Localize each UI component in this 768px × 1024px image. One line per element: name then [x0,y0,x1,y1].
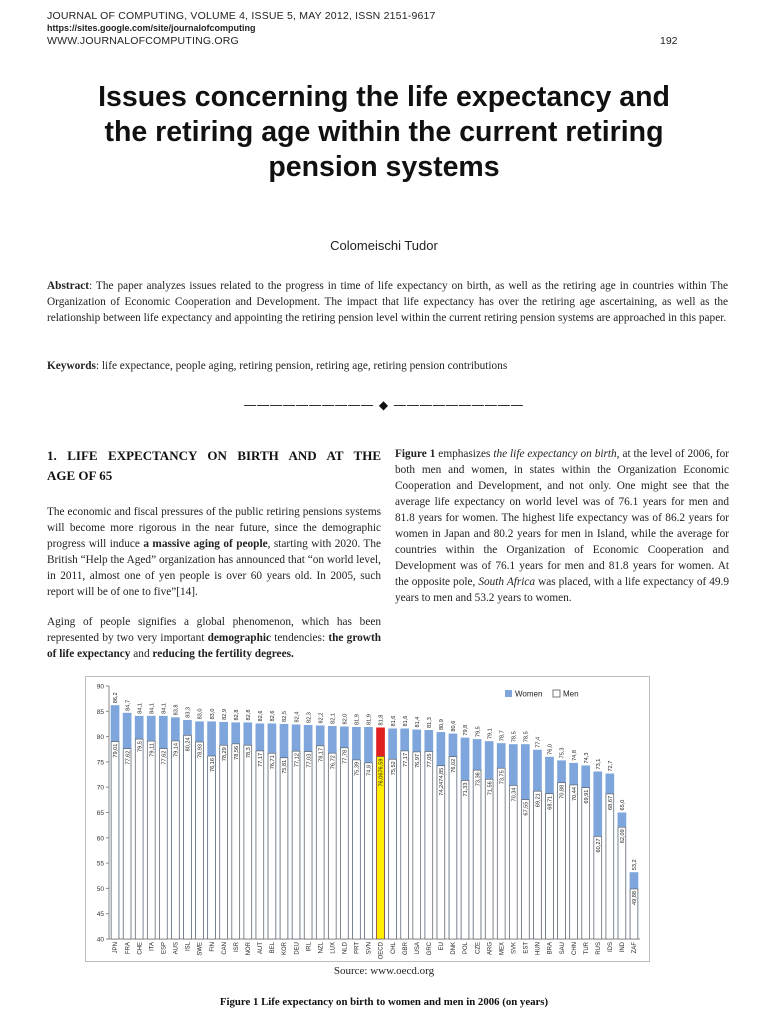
category-label: MEX [499,942,506,956]
text-run: Aging of people signifies a global phenomenon, which has been represented by two very important [47,616,381,644]
category-label: ESP [161,942,168,955]
text-run: The economic and fiscal pressures of the public retiring pensions systems will become more rigorous in the near future, since the demographic progress will induce [47,506,381,550]
men-value-label: 77,62 [125,750,132,765]
category-label: AUS [173,942,180,955]
men-value-label: 70,88 [559,784,566,799]
men-bar [147,741,155,939]
category-label: NLD [342,942,349,955]
title-line: Issues concerning the life expectancy and [98,81,670,113]
italic-text: South Africa [478,576,536,588]
men-bar [256,751,264,939]
category-label: JPN [113,942,120,954]
men-value-label: 76,0676,59 [378,758,385,787]
men-bar [208,756,216,939]
text-run: , starting with 2020. The British “Help the Aged” organization has announced that “on world level, in 2011, almost one of yen people is over 60 years old. In 2005, such report will be of one to five”[14]. [47,538,381,598]
text-run: emphasizes [435,448,494,460]
men-value-label: 79,14 [173,742,180,757]
men-value-label: 74,2474,85 [439,767,446,796]
category-label: HUN [535,942,542,955]
women-value-label: 81,9 [366,714,373,725]
category-label: FRA [125,942,132,954]
abstract [47,278,728,326]
men-bar [184,735,192,939]
category-label: SWE [197,942,204,956]
men-bar [534,791,542,939]
men-value-label: 76,71 [270,755,277,770]
men-bar [497,768,505,939]
category-label: CAN [221,942,228,955]
men-value-label: 77,62 [161,750,168,765]
legend-men-swatch [553,690,560,697]
men-value-label: 73,36 [475,772,482,787]
page-number: 192 [660,35,678,47]
men-bar [558,783,566,939]
chart-container [85,676,650,962]
category-label: ISL [185,942,192,952]
women-value-label: 82,6 [270,710,277,722]
abstract-text: : The paper analyzes issues related to the progress in time of life expectancy on birth, as well as the retiring age in countries within The Organization of Economic Cooperation and Development. The impact that life expectancy has over the retiring age ascertaining, as well as the relationship between life expectancy and appointing the retiring pension level within the current retiring pension systems are approached in this paper. [47,280,728,324]
women-value-label: 84,7 [125,699,132,711]
women-value-label: 81,8 [378,714,385,726]
women-value-label: 72,7 [608,760,615,772]
y-tick-label: 65 [96,810,104,817]
men-value-label: 68,67 [608,795,615,810]
women-value-label: 82,4 [294,711,301,723]
women-value-label: 78,5 [523,731,530,743]
men-value-label: 75,81 [282,759,289,774]
men-value-label: 78,29 [221,747,228,762]
text-run: at the level of 2006, for both men and women, in states within the Organization Economic Cooperation and Development, and not only. One might see that the average life expectancy on world level was of 76.1 years for men and 81.8 years for women. The highest life expectancy was of 86.2 years for women in Japan and 80.2 years for men in Island, while the average for countries within the Organization of Economic Cooperation and Development was of 76.1 years for men and 81.8 years for women. At the opposite pole, [395,448,729,588]
legend-women-swatch [505,690,512,697]
women-value-label: 82,2 [318,712,325,724]
emphasis-text: reducing the fertility degrees. [152,648,294,660]
men-value-label: 77,12 [294,753,301,768]
men-bar [582,788,590,939]
men-bar [123,749,131,939]
men-bar [268,753,276,939]
keywords-label: Keywords [47,360,96,372]
emphasis-text: the growth of life expectancy [47,632,381,660]
men-value-label: 71,33 [463,782,470,797]
category-label: EST [523,942,530,954]
y-tick-label: 40 [96,936,104,944]
men-bar [365,763,373,939]
y-tick-label: 70 [96,784,104,792]
category-label: GBR [402,942,409,956]
men-value-label: 60,27 [595,838,602,853]
men-bar [316,746,324,939]
men-value-label: 76,97 [414,753,421,768]
women-value-label: 84,1 [149,702,156,714]
y-tick-label: 80 [96,734,104,742]
men-value-label: 70,44 [571,786,578,801]
women-value-label: 74,8 [571,750,578,761]
men-value-label: 74,8 [366,764,373,776]
category-label: OECD [378,942,385,960]
paper-title [40,80,728,185]
men-bar [159,749,167,939]
men-value-label: 71,56 [487,781,494,796]
women-value-label: 77,4 [535,736,542,748]
women-value-label: 78,5 [511,731,518,743]
category-label: DEU [294,942,301,955]
men-bar [461,780,469,939]
men-bar [413,752,421,939]
women-value-label: 82,9 [221,709,228,720]
men-value-label: 49,88 [632,891,639,906]
men-value-label: 73,75 [499,770,506,785]
keywords [47,358,728,374]
text-run: tendencies: [271,632,329,644]
women-value-label: 80,6 [451,720,458,732]
women-value-label: 81,6 [390,715,397,727]
women-value-label: 65,0 [620,799,627,811]
text-run: was placed, with a life expectancy of 49.9 years to men and 53.2 years to women. [395,576,729,604]
section-heading-line: 1. LIFE EXPECTANCY ON BIRTH AND AT THE [47,448,381,463]
men-value-label: 69,91 [583,789,590,804]
category-label: GRC [427,942,434,956]
men-bar [509,785,517,939]
emphasis-text: a massive aging of people [143,538,268,550]
men-value-label: 77,05 [427,753,434,768]
men-bar [232,744,240,939]
men-value-label: 79,01 [113,743,120,758]
women-value-label: 83,0 [209,708,216,720]
y-tick-label: 60 [96,835,104,843]
women-value-label: 82,8 [245,709,252,721]
women-value-label: 76,0 [547,743,554,755]
men-bar [401,751,409,939]
women-value-label: 82,5 [282,711,289,722]
body-paragraph [395,446,729,606]
y-tick-label: 45 [96,911,104,919]
y-tick-label: 50 [96,885,104,893]
men-bar [135,739,143,939]
figure-reference: Figure 1 [395,448,436,460]
category-label: PRT [354,942,361,954]
women-value-label: 82,0 [342,713,349,725]
men-value-label: 77,17 [258,752,265,767]
men-value-label: 62,09 [620,829,627,844]
women-value-label: 81,6 [402,715,409,727]
figure-caption: Figure 1 Life expectancy on birth to women and men in 2006 (on years) [219,996,549,1008]
women-value-label: 83,0 [197,708,204,720]
men-value-label: 78,3 [245,747,252,759]
men-value-label: 78,17 [318,747,325,762]
keywords-text: : life expectance, people aging, retiring pension, retiring age, retiring pension contributions [95,360,508,372]
category-label: DNK [451,942,458,955]
category-label: SVN [366,942,373,955]
men-bar [389,759,397,939]
category-label: LUX [330,942,337,954]
men-value-label: 76,16 [209,758,216,773]
journal-url[interactable]: https://sites.google.com/site/journalofcomputing [47,23,256,33]
section-heading-line: AGE OF 65 [47,468,113,483]
category-label: SVK [511,942,518,955]
abstract-label: Abstract [47,280,90,292]
title-line: pension systems [268,151,500,183]
category-label: CHL [390,942,397,955]
men-bar [244,745,252,939]
category-label: EU [439,942,446,951]
women-value-label: 81,4 [414,716,421,728]
category-label: IND [620,942,627,953]
men-bar [485,779,493,939]
women-value-label: 81,3 [427,717,434,729]
men-bar [570,785,578,939]
category-label: ISR [233,942,240,953]
women-value-label: 83,8 [173,704,180,716]
men-bar [353,760,361,939]
men-value-label: 77,78 [342,749,349,764]
men-value-label: 76,72 [330,755,337,770]
men-bar [522,800,530,939]
men-bar [280,758,288,939]
men-value-label: 78,93 [197,744,204,759]
women-value-label: 86,2 [113,692,120,704]
women-value-label: 73,1 [595,758,602,770]
category-label: IDS [608,942,615,953]
category-label: ARG [487,942,494,956]
women-value-label: 79,1 [487,728,494,740]
women-value-label: 53,2 [632,859,639,871]
men-bar [220,745,228,939]
men-bar [328,753,336,939]
category-label: ZAF [632,942,639,954]
category-label: BEL [270,942,277,954]
y-tick-label: 90 [96,683,104,691]
category-label: BRA [547,942,554,955]
text-run: and [130,648,153,660]
women-value-label: 82,8 [233,709,240,721]
category-label: FIN [209,942,216,952]
y-tick-label: 75 [96,759,104,767]
men-value-label: 75,52 [390,761,397,776]
section-separator: ―――――――――― ◆ ―――――――――― [244,398,524,412]
men-bar [473,770,481,939]
category-label: AUT [258,942,265,954]
men-value-label: 77,03 [306,753,313,768]
category-label: KOR [282,942,289,956]
category-label: TUR [583,942,590,955]
category-label: POL [463,942,470,955]
journal-header: JOURNAL OF COMPUTING, VOLUME 4, ISSUE 5, MAY 2012, ISSN 2151-9617 [47,10,436,22]
women-value-label: 83,3 [185,707,192,718]
category-label: CHN [571,942,578,955]
women-value-label: 84,1 [161,702,168,714]
men-bar [304,752,312,939]
title-line: the retiring age within the current retiring [104,116,664,148]
italic-text: the life expectancy on birth, [493,448,620,460]
women-value-label: 80,9 [439,719,446,731]
category-label: USA [414,942,421,955]
women-value-label: 81,9 [354,714,361,725]
category-label: CHE [137,942,144,955]
women-value-label: 79,8 [463,724,470,736]
men-value-label: 78,56 [233,745,240,760]
category-label: SAU [559,942,566,955]
legend-women-label: Women [515,689,543,699]
men-value-label: 67,55 [523,801,530,816]
author-name: Colomeischi Tudor [330,238,438,253]
men-bar [546,794,554,939]
women-value-label: 78,7 [499,730,506,742]
category-label: IRL [306,942,313,952]
women-value-label: 79,5 [475,726,482,738]
men-value-label: 76,02 [451,758,458,773]
category-label: NZL [318,942,325,954]
men-value-label: 79,5 [137,741,144,753]
category-label: RUS [595,942,602,955]
men-bar [606,794,614,939]
men-value-label: 70,34 [511,787,518,802]
women-value-label: 74,3 [583,752,590,764]
women-value-label: 84,1 [137,702,144,714]
women-value-label: 82,6 [258,710,265,722]
women-value-label: 75,3 [559,747,566,759]
men-value-label: 80,24 [185,737,192,752]
women-value-label: 82,1 [330,713,337,724]
journal-site[interactable]: WWW.JOURNALOFCOMPUTING.ORG [47,35,239,47]
category-label: ITA [149,942,156,951]
emphasis-text: demographic [207,632,272,644]
section-heading [47,446,381,486]
men-value-label: 79,11 [149,743,156,757]
men-value-label: 69,21 [535,793,542,808]
men-value-label: 68,71 [547,795,554,810]
category-label: NOR [245,942,252,956]
body-paragraph [47,504,381,600]
men-bar [425,752,433,939]
y-tick-label: 85 [96,708,104,716]
chart-source: Source: www.oecd.org [333,965,435,977]
men-value-label: 75,39 [354,761,361,776]
life-expectancy-chart [85,676,650,962]
men-value-label: 77,17 [402,752,409,767]
men-bar [172,741,180,939]
y-tick-label: 55 [96,860,104,868]
body-paragraph [47,614,381,662]
men-bar [196,742,204,939]
category-label: CZE [475,942,482,954]
men-bar [292,751,300,939]
men-bar [449,757,457,939]
legend-men-label: Men [563,689,579,699]
women-value-label: 82,3 [306,712,313,723]
men-bar [340,748,348,939]
men-bar [111,742,119,939]
